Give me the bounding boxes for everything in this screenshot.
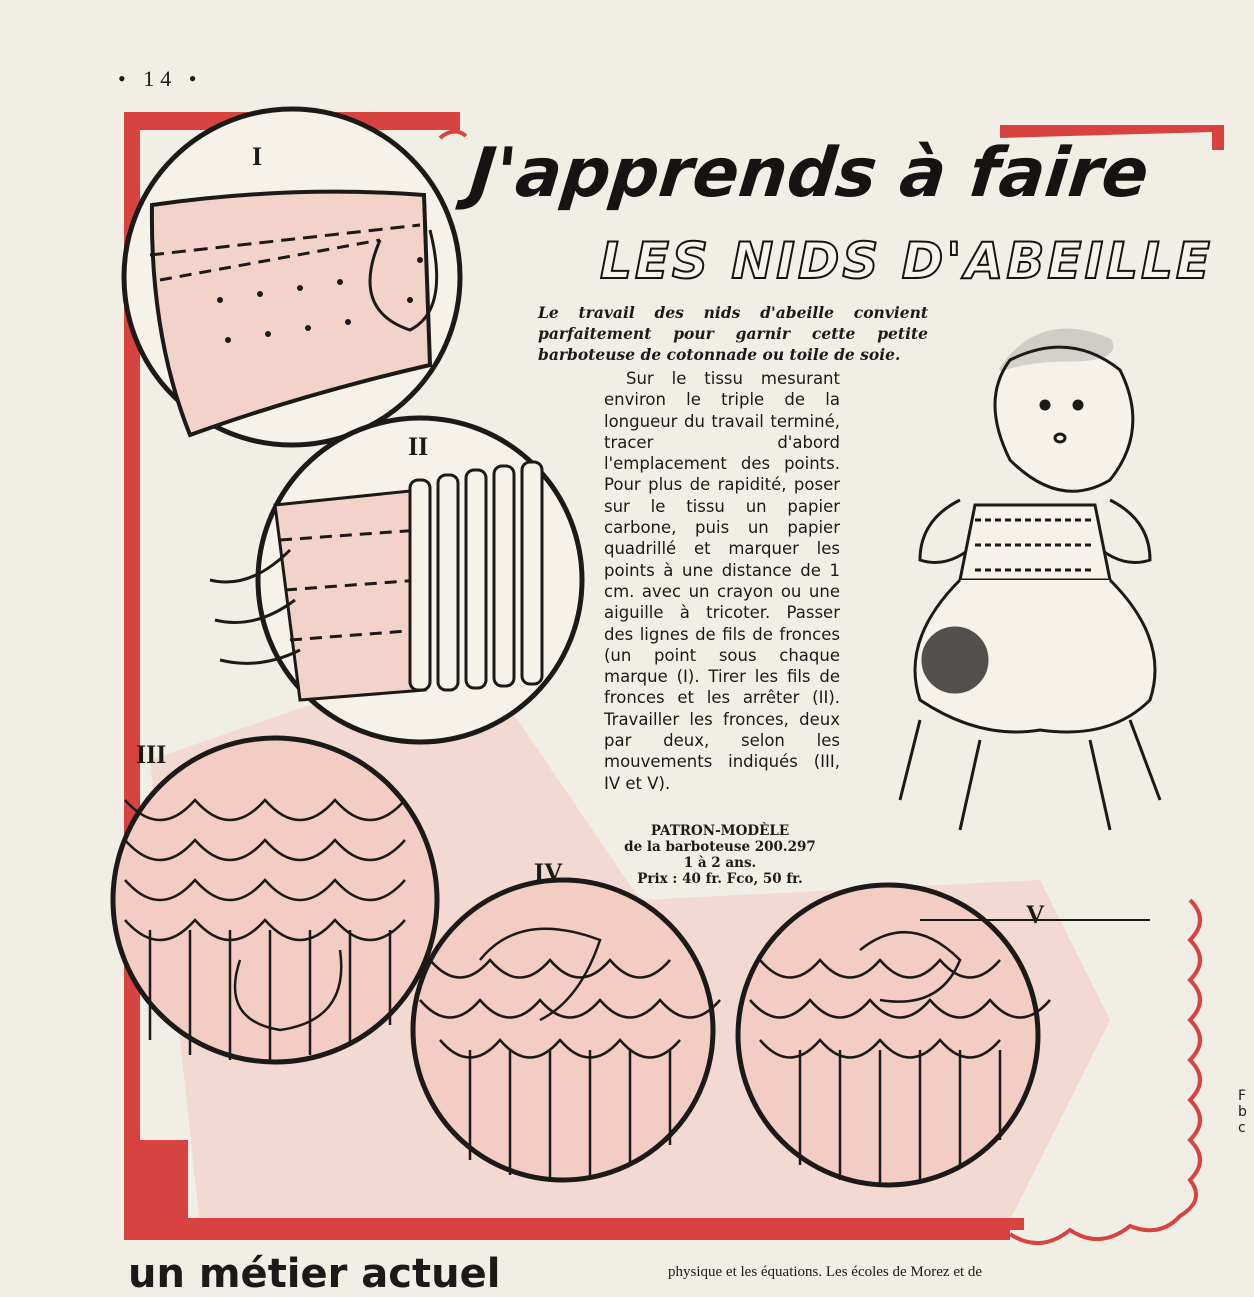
- pattern-age: 1 à 2 ans.: [683, 855, 757, 871]
- figure-label-3: III: [136, 740, 167, 769]
- article-title-caps: LES NIDS D'ABEILLE: [600, 232, 1214, 290]
- article-body: Sur le tissu mesurant environ le triple de la longueur du travail terminé, tracer d'abord l'emplacement des points. Pour plus de rapidité, poser sur le tissu un papier carbone, puis un papier quadrillé et marquer les points à une distance de 1 cm. avec un crayon ou une aiguille à tricoter. Passer des lignes de fils de fronces (un point sous chaque marque (I). Tirer les fils de fronces et les arrêter (II). Travailler les fronces, deux par deux, selon les mouvements indiqués (III, IV et V).: [604, 369, 840, 793]
- figure-1-circle: [124, 109, 460, 445]
- pattern-price: Prix : 40 fr. Fco, 50 fr.: [637, 871, 803, 887]
- figure-label-2: II: [408, 432, 429, 461]
- child-illustration: [900, 330, 1160, 920]
- figure-label-5: V: [1026, 900, 1045, 929]
- figure-label-4: IV: [534, 858, 563, 887]
- title-flourish-left: [440, 131, 466, 138]
- pattern-reference: de la barboteuse 200.297: [624, 839, 816, 855]
- figure-2-circle: [210, 418, 582, 742]
- footer-heading: un métier actuel: [128, 1251, 501, 1297]
- red-frame-bottom: [124, 1218, 1024, 1230]
- figure-label-1: I: [252, 142, 263, 171]
- pattern-title: PATRON-MODÈLE: [650, 823, 790, 839]
- article-intro: Le travail des nids d'abeille convient parfaitement pour garnir cette petite barboteuse de cotonnade ou toile de soie.: [538, 303, 928, 364]
- article-title-script: J'apprends à faire: [465, 134, 1153, 213]
- pattern-model-info: [600, 823, 840, 887]
- page-number: • 14 •: [118, 66, 203, 91]
- figure-3-circle: [113, 738, 437, 1062]
- footer-text: physique et les équations. Les écoles de Morez et de: [668, 1264, 983, 1280]
- right-edge-letters: F b c: [1238, 1088, 1247, 1136]
